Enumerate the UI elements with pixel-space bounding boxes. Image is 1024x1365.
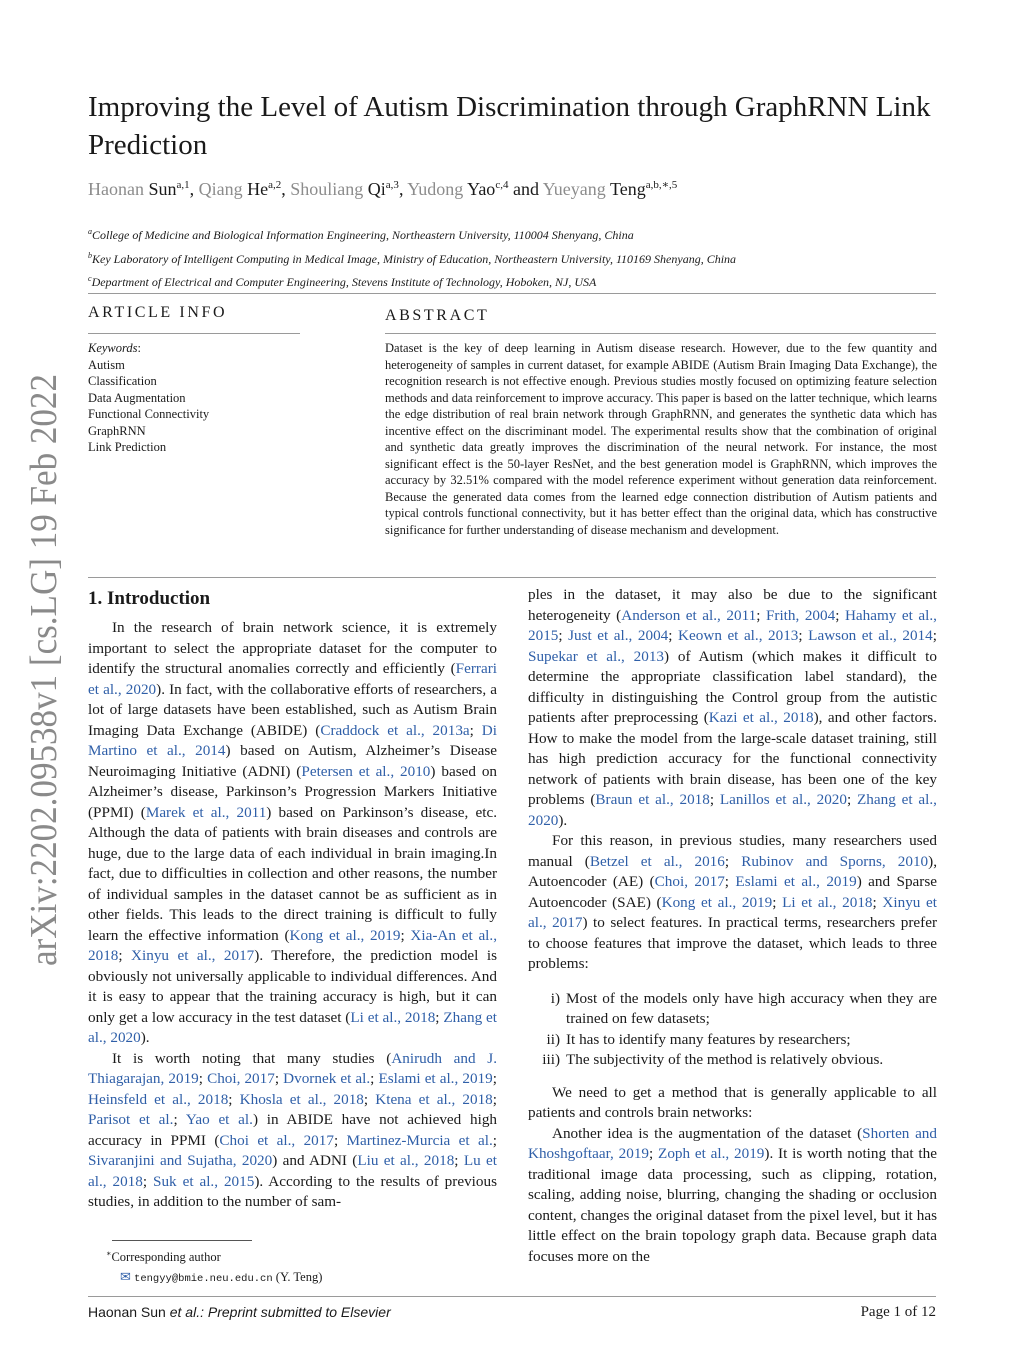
arxiv-stamp bbox=[8, 370, 68, 970]
citation-link[interactable]: Khosla et al., 2018 bbox=[239, 1090, 364, 1108]
citation-link[interactable]: Sivaranjini and Sujatha, 2020 bbox=[88, 1152, 273, 1169]
citation-link[interactable]: Lanillos et al., 2020 bbox=[719, 791, 847, 808]
problem-number: iii) bbox=[542, 1051, 560, 1068]
page-number: Page 1 of 12 bbox=[860, 1304, 936, 1320]
article-info-divider bbox=[88, 333, 300, 334]
author-first-name: Qiang bbox=[198, 179, 248, 199]
footnote-divider bbox=[112, 1240, 252, 1241]
problem-item bbox=[528, 1050, 937, 1071]
author-affiliation-mark: a,3 bbox=[385, 179, 399, 191]
citation-link[interactable]: Petersen et al., 2010 bbox=[301, 762, 431, 780]
author-first-name: Yudong bbox=[407, 179, 468, 199]
citation-link[interactable]: Braun et al., 2018 bbox=[595, 791, 710, 808]
keyword: Classification bbox=[88, 374, 157, 388]
citation-link[interactable]: Eslami et al., 2019 bbox=[378, 1070, 493, 1087]
citation-link[interactable]: Lawson et al., 2014 bbox=[808, 627, 933, 644]
citation-link[interactable]: Ferrari et al., 2020 bbox=[88, 660, 497, 698]
citation-link[interactable]: Supekar et al., 2013 bbox=[528, 647, 665, 665]
left-column bbox=[88, 618, 497, 1213]
affiliation-text: Key Laboratory of Intelligent Computing in Medical Image, Ministry of Education, Northeastern University, 110169 Shenyang, China bbox=[92, 251, 737, 266]
citation-link[interactable]: Yao et al. bbox=[185, 1111, 253, 1128]
footnote: ∗Corresponding author ✉ tengyy@bmie.neu.edu.cn (Y. Teng) bbox=[106, 1249, 323, 1286]
footer-preprint-note: : Preprint submitted to Elsevier bbox=[200, 1304, 391, 1320]
author-last-name: He bbox=[247, 179, 269, 199]
author-affiliation-mark: a,1 bbox=[176, 179, 190, 191]
author bbox=[290, 179, 399, 199]
citation-link[interactable]: Kong et al., 2019 bbox=[661, 893, 773, 911]
author bbox=[543, 179, 678, 199]
keyword: GraphRNN bbox=[88, 423, 146, 438]
citation-link[interactable]: Hahamy et al., 2015 bbox=[528, 606, 937, 644]
affiliation bbox=[88, 246, 736, 270]
citation-link[interactable]: Kazi et al., 2018 bbox=[708, 709, 814, 726]
citation-link[interactable]: Suk et al., 2015 bbox=[153, 1172, 255, 1190]
author-first-name: Shouliang bbox=[290, 179, 368, 199]
author bbox=[199, 179, 282, 199]
affiliation-text: Department of Electrical and Computer Engineering, Stevens Institute of Technology, Hoboken, NJ, USA bbox=[91, 275, 597, 289]
citation-link[interactable]: Heinsfeld et al., 2018 bbox=[88, 1090, 229, 1108]
keywords-list bbox=[88, 357, 209, 456]
affiliation-list bbox=[88, 222, 736, 293]
footer-divider bbox=[88, 1296, 936, 1297]
citation-link[interactable]: Rubinov and Sporns, 2010 bbox=[741, 852, 929, 870]
author-last-name: Sun bbox=[148, 179, 177, 199]
affiliation-mark: b bbox=[88, 250, 92, 260]
envelope-icon: ✉ bbox=[120, 1270, 131, 1286]
author-email[interactable]: tengyy@bmie.neu.edu.cn bbox=[134, 1273, 273, 1286]
citation-link[interactable]: Xinyu et al., 2017 bbox=[131, 947, 255, 964]
section-heading-introduction: 1. Introduction bbox=[88, 588, 211, 609]
citation-link[interactable]: Kong et al., 2019 bbox=[289, 926, 401, 944]
citation-link[interactable]: Martinez-Murcia et al. bbox=[346, 1131, 493, 1149]
citation-link[interactable]: Marek et al., 2011 bbox=[145, 803, 267, 821]
keyword: Data Augmentation bbox=[88, 390, 186, 405]
keywords-block: Keywords: Autism Classification Data Augmentation Functional Connectivity GraphRNN Link Prediction bbox=[88, 341, 210, 454]
paragraph: Another idea is the augmentation of the dataset (Shorten and Khoshgoftaar, 2019; Zoph et al., 2019). It is worth noting that the traditional image data processing, such as clipping, rotation, scaling, adding noise, blurring, changing the shading or occlusion content, changes the original dataset from the pixel level, but it has little effect on the brain topology graph data. Because graph data focuses more on the bbox=[528, 1124, 937, 1265]
problem-text: It has to identify many features by researchers; bbox=[566, 1030, 851, 1048]
citation-link[interactable]: Dvornek et al. bbox=[283, 1070, 371, 1087]
citation-link[interactable]: Frith, 2004 bbox=[765, 606, 836, 624]
citation-link[interactable]: Zoph et al., 2019 bbox=[658, 1145, 765, 1162]
citation-link[interactable]: Zhang et al., 2020 bbox=[88, 1008, 497, 1046]
citation-link[interactable]: Li et al., 2018 bbox=[782, 893, 873, 911]
citation-link[interactable]: Parisot et al. bbox=[88, 1111, 174, 1128]
citation-link[interactable]: Lu et al., 2018 bbox=[88, 1152, 497, 1190]
abstract-heading: ABSTRACT bbox=[385, 307, 490, 324]
footer-author: Haonan Sun bbox=[88, 1304, 166, 1320]
author-last-name: Teng bbox=[609, 179, 646, 199]
footer-etal: et al. bbox=[169, 1304, 201, 1320]
problem-text: The subjectivity of the method is relatively obvious. bbox=[566, 1051, 884, 1068]
author-last-name: Yao bbox=[467, 179, 496, 199]
problem-number: ii) bbox=[546, 1030, 560, 1048]
paragraph: ples in the dataset, it may also be due to the significant heterogeneity (Anderson et al., 2011; Frith, 2004; Hahamy et al., 2015; Just et al., 2004; Keown et al., 2013; Lawson et al., 2014; Supekar et al., 2013) of Autism (which makes it difficult to determine the appropriate classification label standard), the difficulty in distinguishing the Control group from the autistic patients after preprocessing (Kazi et al., 2018), and other factors. How to make the model from the large-scale dataset training, still has high prediction accuracy for the functional connectivity network of patients with brain disease, has been one of the key problems (Braun et al., 2018; Lanillos et al., 2020; Zhang et al., 2020). bbox=[528, 586, 938, 829]
author-first-name: Haonan bbox=[88, 179, 149, 199]
keywords-label: Keywords bbox=[88, 341, 138, 355]
keyword: Functional Connectivity bbox=[88, 407, 210, 421]
author-affiliation-mark: a,b,∗,5 bbox=[645, 179, 678, 191]
citation-link[interactable]: Choi, 2017 bbox=[654, 873, 725, 890]
keyword: Link Prediction bbox=[88, 440, 167, 454]
citation-link[interactable]: Ktena et al., 2018 bbox=[375, 1090, 493, 1108]
citation-link[interactable]: Betzel et al., 2016 bbox=[589, 852, 725, 870]
abstract-divider bbox=[385, 333, 936, 334]
paragraph: We need to get a method that is generally applicable to all patients and controls brain networks: bbox=[528, 1083, 937, 1121]
citation-link[interactable]: Di Martino et al., 2014 bbox=[88, 721, 497, 759]
problem-list bbox=[528, 989, 937, 1071]
citation-link[interactable]: Craddock et al., 2013a bbox=[320, 721, 470, 739]
affiliation-text: College of Medicine and Biological Information Engineering, Northeastern University, 110004 Shenyang, China bbox=[92, 228, 634, 242]
corresponding-author-label: Corresponding author bbox=[111, 1250, 221, 1265]
arxiv-stamp-text: arXiv:2202.09538v1 [cs.LG] 19 Feb 2022 bbox=[23, 370, 65, 966]
abstract-text: Dataset is the key of deep learning in Autism disease research. However, due to the few quantity and heterogeneity of samples in current dataset, for example ABIDE (Autism Brain Imaging Data Exchange), the recognition research is not effective enough. Previous studies mostly focused on optimizing feature selection methods and data reinforcement to improve accuracy. This paper is based on the latter technique, which learns the edge distribution of real brain network through GraphRNN, and generates the synthetic data which has incentive effect on the discriminant model. The experimental results show that the combination of original and synthetic data greatly improves the discrimination of the neural network. For instance, the most significant effect is the 50-layer ResNet, and the best generation model is GraphRNN, which improves the accuracy by 32.51% compared with the model reference experiment without generation data reinforcement. Because the generated data comes from the learned edge connection distribution of Autism patients and typical controls functional connectivity, but it has better effect than the original data, which has constructive significance for further understanding of disease mechanism and development. bbox=[385, 341, 937, 537]
author-list: Haonan Sun$^{a,1}$, Qiang He$^{a,2}$, Shouliang Qi$^{a,3}$, Yudong Yao$^{c,4}$ and Yueyang Teng$^{a,b,∗,5}$ bbox=[88, 179, 678, 199]
right-column bbox=[528, 585, 937, 1267]
affiliation bbox=[88, 269, 736, 293]
citation-link[interactable]: Li et al., 2018 bbox=[350, 1008, 436, 1026]
citation-link[interactable]: Eslami et al., 2019 bbox=[735, 873, 857, 890]
citation-link[interactable]: Choi et al., 2017 bbox=[219, 1131, 334, 1149]
affiliation-mark: c bbox=[88, 274, 92, 283]
keyword: Autism bbox=[88, 357, 125, 372]
citation-link[interactable]: Keown et al., 2013 bbox=[678, 627, 799, 644]
citation-link[interactable]: Xinyu et al., 2017 bbox=[528, 893, 937, 931]
citation-link[interactable]: Liu et al., 2018 bbox=[357, 1152, 455, 1169]
citation-link[interactable]: Zhang et al., 2020 bbox=[528, 791, 937, 829]
affiliation bbox=[88, 222, 736, 246]
citation-link[interactable]: Anirudh and J. Thiagarajan, 2019 bbox=[88, 1049, 497, 1087]
footer-citation bbox=[88, 1304, 391, 1320]
author bbox=[88, 179, 190, 199]
article-info-heading: ARTICLE INFO bbox=[88, 304, 228, 321]
paper-title: Improving the Level of Autism Discrimination through GraphRNN Link Prediction bbox=[88, 91, 931, 161]
problem-text: Most of the models only have high accuracy when they are trained on few datasets; bbox=[566, 989, 937, 1027]
citation-link[interactable]: Anderson et al., 2011 bbox=[621, 606, 757, 624]
author bbox=[407, 179, 508, 199]
citation-link[interactable]: Shorten and Khoshgoftaar, 2019 bbox=[528, 1124, 937, 1162]
author-affiliation-mark: a,2 bbox=[268, 179, 282, 191]
author-affiliation-mark: c,4 bbox=[495, 179, 509, 191]
citation-link[interactable]: Choi, 2017 bbox=[207, 1070, 275, 1087]
author-email-name: (Y. Teng) bbox=[275, 1270, 323, 1285]
problem-item bbox=[528, 1030, 937, 1051]
header-divider bbox=[88, 293, 936, 294]
problem-number: i) bbox=[550, 989, 560, 1007]
author-last-name: Qi bbox=[367, 179, 386, 199]
author-conjunction: and bbox=[512, 179, 539, 199]
paragraph: In the research of brain network science, it is extremely important to select the appropriate dataset for the computer to identify the structural anomalies correctly and efficiently (Ferrari et al., 2020). In fact, with the collaborative efforts of researchers, a lot of large datasets have been established, such as Autism Brain Imaging Data Exchange (ABIDE) (Craddock et al., 2013a; Di Martino et al., 2014) based on Autism, Alzheimer’s Disease Neuroimaging Initiative (ADNI) (Petersen et al., 2010) based on Alzheimer’s disease, Parkinson’s Progression Markers Initiative (PPMI) (Marek et al., 2011) based on Parkinson’s disease, etc. Although the data of patients with brain diseases and controls are huge, due to the large data of each individual in brain imaging.In fact, due to difficulties in collection and other reasons, the number of individual samples in the dataset cannot be as sufficient as in other fields. This leads to the direct training is difficult to fully learn the effective information (Kong et al., 2019; Xia-An et al., 2018; Xinyu et al., 2017). Therefore, the prediction model is obviously not universally applicable to individual differences. And it is easy to appear that the training accuracy is high, but it can only get a low accuracy in the test dataset (Li et al., 2018; Zhang et al., 2020). bbox=[88, 619, 498, 1046]
problem-item bbox=[528, 989, 937, 1030]
affiliation-mark: a bbox=[88, 227, 92, 236]
paragraph: For this reason, in previous studies, many researchers used manual (Betzel et al., 2016; Rubinov and Sporns, 2010), Autoencoder (AE) (Choi, 2017; Eslami et al., 2019) and Sparse Autoencoder (SAE) (Kong et al., 2019; Li et al., 2018; Xinyu et al., 2017) to select features. In practical terms, researchers prefer to choose features that improve the dataset, which leads to three problems: bbox=[528, 832, 937, 972]
abstract-end-divider bbox=[88, 577, 936, 578]
author-first-name: Yueyang bbox=[542, 179, 610, 199]
citation-link[interactable]: Just et al., 2004 bbox=[568, 627, 669, 644]
citation-link[interactable]: Xia-An et al., 2018 bbox=[88, 926, 497, 964]
paragraph: It is worth noting that many studies (Anirudh and J. Thiagarajan, 2019; Choi, 2017; Dvornek et al.; Eslami et al., 2019; Heinsfeld et al., 2018; Khosla et al., 2018; Ktena et al., 2018; Parisot et al.; Yao et al.) in ABIDE have not achieved high accuracy in PPMI (Choi et al., 2017; Martinez-Murcia et al.; Sivaranjini and Sujatha, 2020) and ADNI (Liu et al., 2018; Lu et al., 2018; Suk et al., 2015). According to the results of previous studies, in addition to the number of sam- bbox=[88, 1049, 498, 1210]
